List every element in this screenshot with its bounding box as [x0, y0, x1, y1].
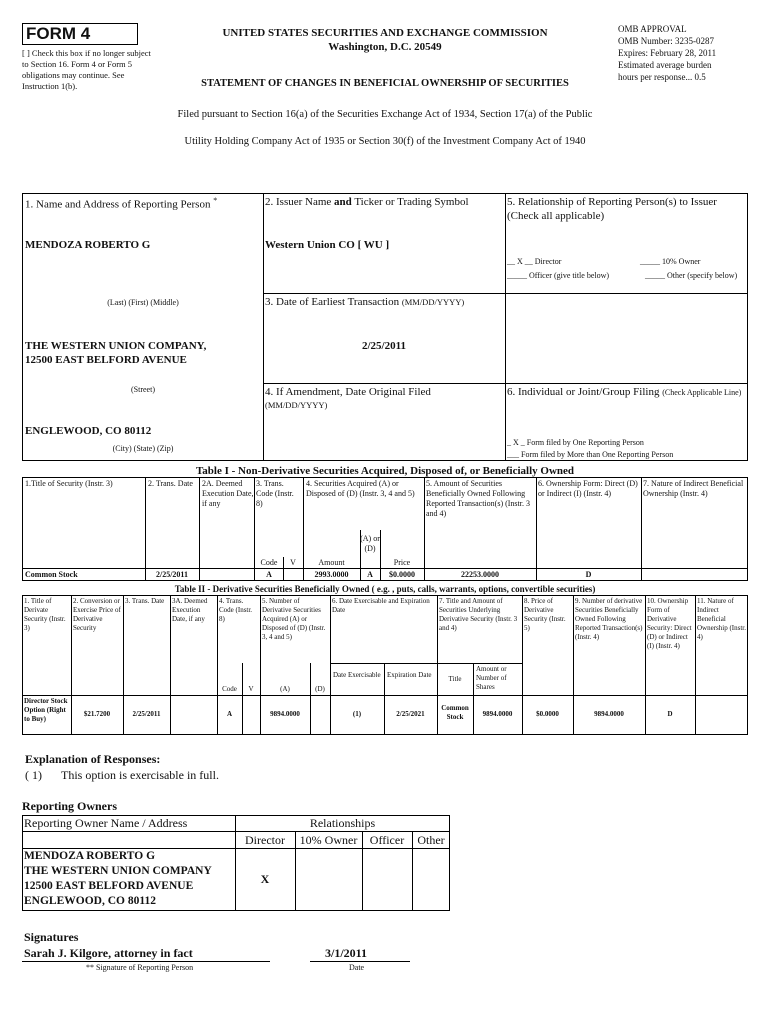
t2-d-div: [310, 663, 311, 735]
t2-col-div-11: [695, 595, 696, 735]
t1-row-code: A: [266, 570, 272, 579]
t1-col-div-2: [199, 477, 200, 581]
t2-sub-expiration: Expiration Date: [387, 671, 432, 679]
t2-header-nature: 11. Nature of Indirect Beneficial Ownership (Instr. 4): [697, 597, 746, 641]
t2-header-number: 5. Number of Derivative Securities Acquired (A) or Disposed of (D) (Instr. 3, 4 and 5): [262, 597, 326, 641]
box3-label-text: 3. Date of Earliest Transaction: [265, 296, 400, 308]
owners-col-relationships: Relationships: [309, 816, 376, 830]
omb-approval: OMB APPROVAL: [618, 24, 687, 34]
t1-col-div-5: [424, 477, 425, 581]
omb-hours: hours per response... 0.5: [618, 72, 706, 82]
t2-sub-code: Code: [222, 685, 237, 693]
t1-header-form: 6. Ownership Form: Direct (D) or Indirect (I) (Instr. 4): [538, 479, 638, 498]
explanation-title: Explanation of Responses:: [25, 752, 161, 766]
t2-row-exercisable: (1): [352, 710, 362, 718]
omb-burden: Estimated average burden: [618, 60, 712, 70]
owner-line-1: MENDOZA ROBERTO G: [24, 850, 156, 862]
grid-divider-1: [263, 193, 264, 461]
signer-name: Sarah J. Kilgore, attorney in fact: [24, 946, 193, 960]
t2-header-conversion: 2. Conversion or Exercise Price of Derivative Security: [73, 597, 121, 632]
table1-title: Table I - Non-Derivative Securities Acquired, Disposed of, or Beneficially Owned: [195, 465, 575, 477]
owners-col-owner: 10% Owner: [299, 833, 358, 847]
t1-sub-price: Price: [393, 558, 411, 567]
statement-title: STATEMENT OF CHANGES IN BENEFICIAL OWNERSHIP OF SECURITIES: [201, 78, 569, 89]
form-title: FORM 4: [26, 24, 91, 43]
box1-marker: *: [213, 196, 218, 205]
t1-col-div-1: [145, 477, 146, 581]
filed-pursuant-1: Filed pursuant to Section 16(a) of the Securities Exchange Act of 1934, Section 17(a) of the Public: [177, 109, 593, 120]
t2-header-exercisable: 6. Date Exercisable and Expiration Date: [332, 597, 430, 614]
t1-header-title: 1.Title of Security (Instr. 3): [25, 479, 113, 488]
owners-rel-line: [235, 831, 450, 832]
t2-row-owned: 9894.0000: [594, 710, 624, 718]
t2-row-deriv-price: $0.0000: [536, 710, 559, 718]
checkbox-note: [ ] Check this box if no longer subject to Section 16. Form 4 or Form 5 obligations may continue. See Instruction 1(b).: [22, 48, 151, 91]
t1-col-div-7: [641, 477, 642, 581]
reporting-person-name: MENDOZA ROBERTO G: [25, 239, 151, 251]
t1-sub-amount: Amount: [318, 558, 345, 567]
director-line: __ X __ Director: [507, 257, 562, 266]
t2-row-title: Common Stock: [441, 704, 469, 721]
t1-row-date: 2/25/2011: [155, 570, 188, 579]
t2-sub-v: V: [248, 685, 254, 693]
t2-row-code: A: [226, 710, 233, 718]
box2-label-b: Ticker or Trading Symbol: [351, 196, 469, 208]
t1-header-code: 3. Trans. Code (Instr. 8): [256, 479, 294, 508]
reporting-grid: [22, 193, 748, 461]
grid-row-line-2: [505, 293, 748, 294]
t2-exp-div: [384, 663, 385, 735]
box3-label: [265, 296, 464, 308]
box6-label: [507, 386, 747, 399]
t1-header-acquired: 4. Securities Acquired (A) or Disposed of (D) (Instr. 3, 4 and 5): [306, 479, 415, 498]
grid-row-line-1: [263, 293, 505, 294]
box4-label: 4. If Amendment, Date Original Filed: [265, 386, 431, 398]
t1-row-amount: 2993.0000: [314, 570, 349, 579]
signer-caption: ** Signature of Reporting Person: [86, 963, 194, 972]
t1-header-deemed: 2A. Deemed Execution Date, if any: [202, 479, 254, 508]
commission-location: Washington, D.C. 20549: [328, 41, 442, 53]
reporting-address: THE WESTERN UNION COMPANY, 12500 EAST BELFORD AVENUE: [25, 340, 207, 366]
t2-col-div-3: [170, 595, 171, 735]
omb-number: OMB Number: 3235-0287: [618, 36, 714, 46]
owners-col-name: Reporting Owner Name / Address: [24, 816, 188, 830]
box2-label-a: 2. Issuer Name: [265, 196, 335, 208]
filed-pursuant-2: Utility Holding Company Act of 1935 or Section 30(f) of the Investment Company Act of 1940: [184, 136, 586, 147]
t2-row-a: 9894.0000: [270, 710, 300, 718]
t2-row-form: D: [667, 710, 673, 718]
t2-header-code: 4. Trans. Code (Instr. 8): [219, 597, 253, 623]
t2-sub-title: Title: [448, 675, 462, 683]
t1-sub-v: V: [290, 558, 296, 567]
t1-sub-aord: (A) or (D): [360, 534, 380, 553]
t1-sub-code: Code: [260, 558, 278, 567]
t2-header-underlying: 7. Title and Amount of Securities Underlying Derivative Security (Instr. 3 and 4): [439, 597, 518, 632]
box6-label-text: 6. Individual or Joint/Group Filing: [507, 386, 660, 398]
t1-row-line: [22, 568, 748, 569]
t2-row-price: $21.7200: [83, 710, 111, 718]
box2-label: [265, 196, 469, 208]
t1-row-security: Common Stock: [25, 570, 78, 579]
t1-row-aord: A: [367, 570, 373, 579]
owners-header-line: [22, 831, 235, 832]
t2-sub-line: [330, 663, 522, 664]
t1-row-price: $0.0000: [389, 570, 415, 579]
t2-row-date: 2/25/2011: [132, 710, 161, 718]
signer-underline: [22, 961, 270, 962]
box4-format: (MM/DD/YYYY): [265, 400, 328, 410]
box3-format: (MM/DD/YYYY): [401, 297, 465, 307]
signature-date: 3/1/2011: [325, 946, 368, 960]
t2-header-form: 10. Ownership Form of Derivative Security: Direct (D) or Indirect (I) (Instr. 4): [647, 597, 692, 650]
box1-label: [25, 196, 217, 211]
t2-row-expiration: 2/25/2021: [396, 710, 425, 718]
t1-header-owned: 5. Amount of Securities Beneficially Owned Following Reported Transaction(s) (Instr. 3 and 4): [426, 479, 530, 518]
grid-divider-2: [505, 193, 506, 461]
earliest-transaction-date: 2/25/2011: [361, 340, 406, 352]
owner-director-mark: X: [260, 872, 270, 886]
reporting-city: ENGLEWOOD, CO 80112: [25, 425, 152, 437]
t2-header-title: 1. Title of Derivate Security (Instr. 3): [24, 597, 66, 632]
t2-header-date: 3. Trans. Date: [125, 597, 165, 605]
other-line: _____ Other (specify below): [645, 271, 738, 280]
t2-header-price: 8. Price of Derivative Security (Instr. 5): [524, 597, 566, 632]
t1-col-div-6: [536, 477, 537, 581]
t2-row-security: Director Stock Option (Right to Buy): [24, 697, 68, 723]
signatures-title: Signatures: [24, 930, 79, 944]
table2-title: Table II - Derivative Securities Beneficially Owned ( e.g. , puts, calls, warrants, options, convertible securities): [174, 584, 596, 594]
t1-header-date: 2. Trans. Date: [148, 479, 193, 488]
t2-sub-shares: Amount or Number of Shares: [476, 665, 507, 691]
date-caption: Date: [349, 963, 365, 972]
officer-line: _____ Officer (give title below): [507, 271, 610, 280]
t2-shares-div: [473, 663, 474, 735]
grid-row-line-4: [505, 383, 748, 384]
t2-row-line: [22, 695, 748, 696]
t2-sub-d: (D): [315, 685, 325, 693]
box6-check: (Check Applicable Line): [662, 388, 742, 397]
issuer-name: Western Union CO [ WU ]: [265, 239, 390, 251]
box1-label-text: 1. Name and Address of Reporting Person: [25, 198, 211, 211]
owners-col-director: Director: [245, 833, 285, 847]
box5-sub: (Check all applicable): [507, 210, 605, 222]
one-reporting-person: _ X _ Form filed by One Reporting Person: [507, 438, 644, 447]
owner-line-4: ENGLEWOOD, CO 80112: [24, 895, 156, 907]
city-caption: (City) (State) (Zip): [112, 444, 174, 453]
t1-row-form: D: [585, 570, 592, 579]
more-reporting-persons: ___ Form filed by More than One Reporting Person: [507, 450, 674, 459]
owner-line-3: 12500 EAST BELFORD AVENUE: [24, 880, 194, 892]
name-caption: (Last) (First) (Middle): [107, 298, 179, 307]
street-caption: (Street): [131, 385, 155, 394]
box2-label-and: and: [334, 196, 352, 208]
owners-col-officer: Officer: [369, 833, 405, 847]
owners-row-line: [22, 848, 450, 849]
box5-label: 5. Relationship of Reporting Person(s) to Issuer: [507, 196, 717, 208]
ten-percent-owner-line: _____ 10% Owner: [640, 257, 701, 266]
t2-v-div: [242, 663, 243, 735]
t2-header-owned: 9. Number of derivative Securities Beneficially Owned Following Reported Transaction(s) (Instr. 4): [575, 597, 643, 641]
t2-row-shares: 9894.0000: [482, 710, 513, 718]
footnote-number: ( 1): [25, 768, 42, 782]
commission-name: UNITED STATES SECURITIES AND EXCHANGE COMMISSION: [222, 27, 548, 39]
omb-expires: Expires: February 28, 2011: [618, 48, 717, 58]
owners-col-other: Other: [417, 833, 445, 847]
date-underline: [310, 961, 410, 962]
t1-row-owned: 22253.0000: [461, 570, 499, 579]
owner-line-2: THE WESTERN UNION COMPANY: [24, 865, 212, 877]
t2-sub-exercisable: Date Exercisable: [333, 671, 381, 679]
t1-header-nature: 7. Nature of Indirect Beneficial Ownership (Instr. 4): [643, 479, 744, 498]
t2-header-deemed: 3A. Deemed Execution Date, if any: [172, 597, 208, 623]
footnote-text: This option is exercisable in full.: [61, 768, 219, 782]
t2-sub-a: (A): [280, 685, 290, 693]
grid-row-line-3: [263, 383, 505, 384]
owners-title: Reporting Owners: [22, 799, 117, 813]
